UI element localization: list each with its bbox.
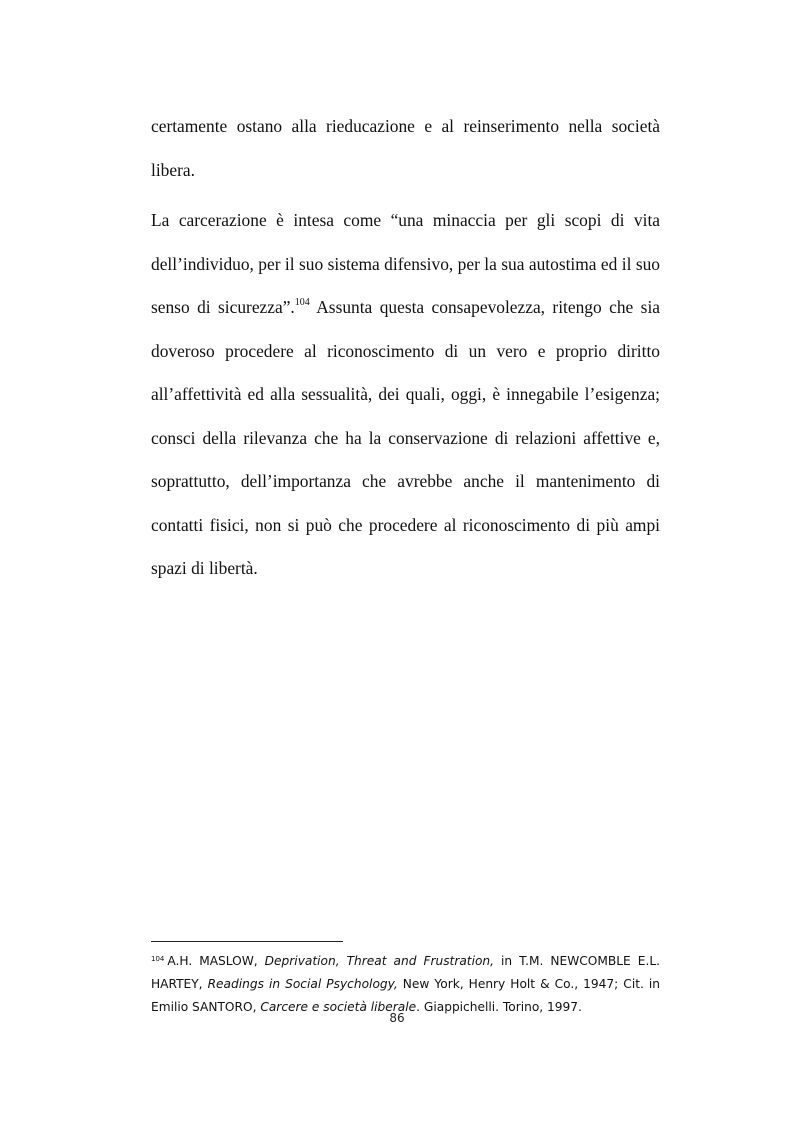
footnote-publisher-2: . Giappichelli. Torino, 1997.	[416, 1000, 582, 1014]
paragraph-1	[151, 105, 660, 192]
page-number: 86	[389, 1011, 405, 1025]
footnote-separator	[151, 941, 343, 942]
footnote-title-3: Carcere e società liberale	[260, 1000, 417, 1014]
footnote-title-1: Deprivation, Threat and Frustration,	[264, 954, 495, 968]
footnote-cit: Cit. in Emilio SANTORO,	[151, 977, 660, 1014]
footnote-104	[151, 950, 660, 1019]
paragraph-2-text-before-note: La carcerazione è intesa come “una minaccia per gli scopi di vita dell’individuo, per il suo sistema difensivo, per la sua autostima ed il suo senso di sicurezza”.	[151, 210, 660, 317]
paragraph-2-text	[151, 199, 660, 591]
footnote-author-1: A.H. MASLOW,	[167, 954, 265, 968]
paragraph-2-text-after-note: Assunta questa consapevolezza, ritengo che sia doveroso procedere al riconoscimento di un vero e proprio diritto all’affettività ed alla sessualità, dei quali, oggi, è innegabile l’esigenza; consci della rilevanza che ha la conservazione di relazioni affettive e, soprattutto, dell’importanza che avrebbe anche il mantenimento di contatti fisici, non si può che procedere al riconoscimento di più ampi spazi di libertà.	[151, 297, 660, 578]
footnote-middle: in T.M. NEWCOMBLE E.L. HARTEY,	[151, 954, 660, 991]
paragraph-1-text: certamente ostano alla rieducazione e al reinserimento nella società libera.	[151, 116, 660, 180]
paragraph-2	[151, 199, 660, 591]
footnote-reference[interactable]: 104	[294, 297, 310, 308]
footnote-number: 104	[151, 955, 165, 963]
footnote-title-2: Readings in Social Psychology,	[207, 977, 398, 991]
footnote-publisher-1: New York, Henry Holt & Co., 1947;	[397, 977, 619, 991]
